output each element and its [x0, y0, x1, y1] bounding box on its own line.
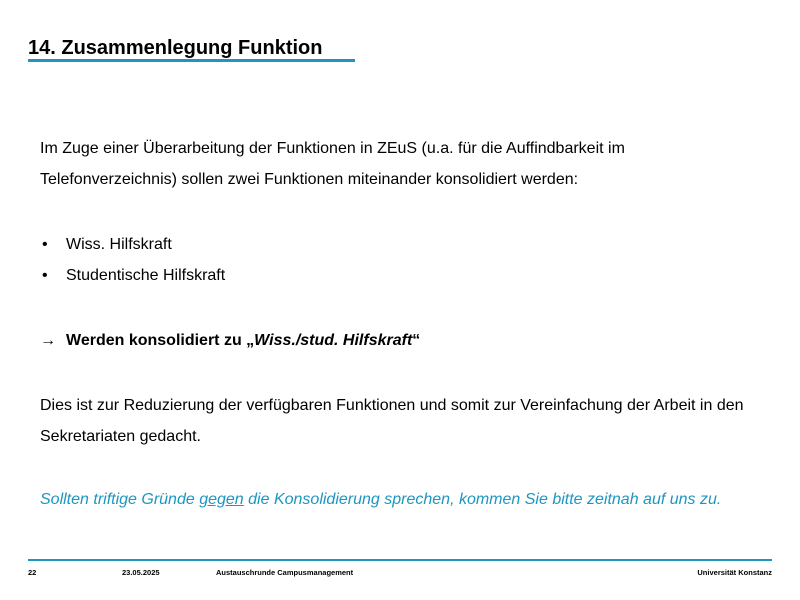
notice-before: Sollten triftige Gründe: [40, 491, 200, 508]
list-item: [40, 229, 225, 260]
bullet-icon: •: [42, 236, 48, 253]
footer-divider: [28, 559, 772, 561]
arrow-right-icon: →: [40, 332, 56, 349]
slide-title: 14. Zusammenlegung Funktion: [28, 37, 323, 59]
notice-paragraph: [40, 484, 760, 515]
bullet-icon: •: [42, 267, 48, 284]
footer-date: 23.05.2025: [122, 568, 160, 577]
notice-emphasis: gegen: [199, 491, 244, 508]
consolidation-result: [40, 325, 420, 356]
result-prefix: Werden konsolidiert zu „: [66, 332, 255, 349]
footer-event: Austauschrunde Campusmanagement: [216, 568, 354, 577]
list-item-label: Wiss. Hilfskraft: [66, 236, 172, 253]
result-target: Wiss./stud. Hilfskraft: [254, 332, 413, 349]
list-item-label: Studentische Hilfskraft: [66, 267, 226, 284]
footer-page-number: 22: [28, 568, 37, 577]
title-underline: [28, 59, 355, 62]
notice-after: die Konsolidierung sprechen, kommen Sie bitte zeitnah auf uns zu.: [243, 491, 722, 508]
function-list: [40, 229, 225, 291]
purpose-paragraph: Dies ist zur Reduzierung der verfügbaren Funktionen und somit zur Vereinfachung der Arbeit in den Sekretariaten gedacht.: [40, 397, 744, 445]
intro-paragraph: Im Zuge einer Überarbeitung der Funktionen in ZEuS (u.a. für die Auffindbarkeit im Telefonverzeichnis) sollen zwei Funktionen miteinander konsolidiert werden:: [40, 140, 625, 188]
result-suffix: “: [412, 332, 421, 349]
footer-organization: Universität Konstanz: [697, 568, 772, 577]
list-item: [40, 260, 225, 291]
